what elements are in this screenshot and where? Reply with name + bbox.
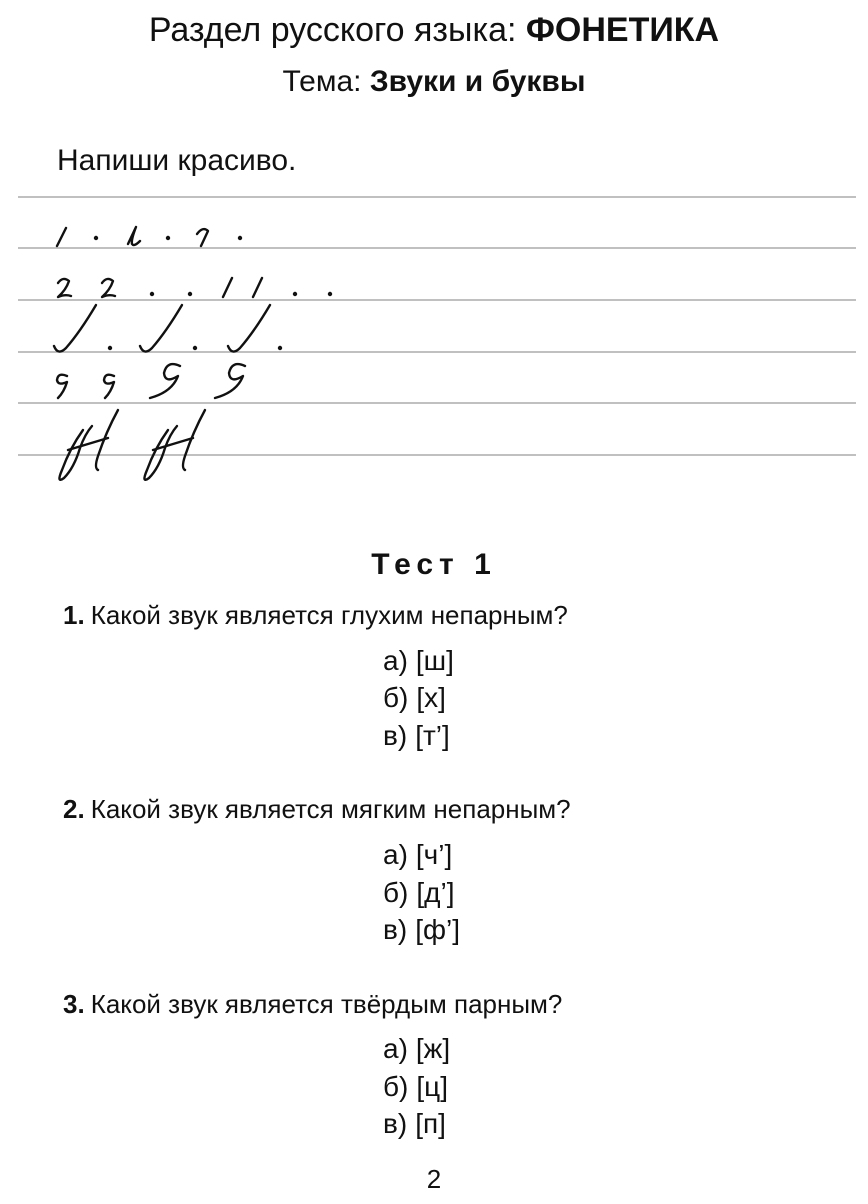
question-3-option-b	[383, 1069, 448, 1105]
question-number: 3.	[63, 989, 85, 1019]
option-value: [ц]	[416, 1071, 448, 1102]
question-2-option-b	[383, 875, 455, 911]
question-2-option-c	[383, 912, 460, 948]
stroke-row5	[59, 426, 92, 480]
option-letter: б)	[383, 682, 409, 713]
dot	[94, 236, 98, 240]
stroke-row2	[58, 279, 71, 297]
stroke-row1	[128, 227, 140, 245]
question-2-option-a	[383, 837, 452, 873]
copybook-instruction: Напиши красиво.	[57, 144, 297, 177]
option-letter: а)	[383, 1033, 408, 1064]
stroke-row4	[150, 364, 180, 398]
stroke-row3	[228, 305, 270, 352]
option-value: [х]	[416, 682, 446, 713]
option-letter: в)	[383, 1108, 408, 1139]
stroke-row5	[144, 426, 177, 480]
question-3-option-a	[383, 1031, 450, 1067]
option-letter: а)	[383, 645, 408, 676]
option-value: [ж]	[415, 1033, 451, 1064]
stroke-row2	[253, 278, 262, 297]
ruled-lines	[18, 197, 856, 455]
option-letter: б)	[383, 877, 409, 908]
question-text: Какой звук является мягким непарным?	[90, 794, 571, 824]
option-value: [п]	[415, 1108, 446, 1139]
dot	[193, 346, 197, 350]
stroke-row4	[57, 375, 67, 398]
question-text: Какой звук является глухим непарным?	[90, 600, 568, 630]
dot	[293, 292, 297, 296]
question-3-option-c	[383, 1106, 446, 1142]
option-value: [ч’]	[415, 839, 453, 870]
option-letter: б)	[383, 1071, 409, 1102]
question-1-option-a	[383, 643, 454, 679]
test-title: Тест 1	[371, 548, 497, 581]
page-title	[0, 8, 868, 52]
dot	[150, 292, 154, 296]
stroke-row3	[54, 305, 96, 352]
topic-prefix: Тема:	[282, 65, 362, 98]
question-number: 1.	[63, 600, 85, 630]
stroke-row1	[197, 229, 208, 246]
stroke-row1	[57, 228, 66, 246]
option-value: [ф’]	[415, 914, 461, 945]
dot	[166, 236, 170, 240]
question-3	[63, 987, 562, 1021]
question-2	[63, 792, 571, 826]
handwriting-strokes	[54, 227, 270, 480]
option-value: [д’]	[416, 877, 455, 908]
dot	[278, 346, 282, 350]
option-value: [т’]	[415, 720, 450, 751]
dot	[188, 292, 192, 296]
option-letter: в)	[383, 914, 408, 945]
stroke-row4	[215, 364, 245, 398]
stroke-row4	[104, 375, 114, 398]
dot	[328, 292, 332, 296]
question-number: 2.	[63, 794, 85, 824]
dot	[238, 236, 242, 240]
page-number: 2	[426, 1164, 442, 1194]
option-value: [ш]	[415, 645, 454, 676]
stroke-row2	[102, 279, 115, 297]
stroke-row3	[140, 305, 182, 352]
question-text: Какой звук является твёрдым парным?	[90, 989, 563, 1019]
stroke-row2	[223, 278, 232, 297]
option-letter: а)	[383, 839, 408, 870]
section-prefix: Раздел русского языка:	[148, 11, 517, 49]
option-letter: в)	[383, 720, 408, 751]
copybook-practice-area	[0, 180, 868, 500]
question-1-option-c	[383, 718, 450, 754]
handwriting-dots	[94, 236, 332, 350]
dot	[108, 346, 112, 350]
topic-name: Звуки и буквы	[369, 65, 586, 98]
section-name: ФОНЕТИКА	[525, 11, 720, 49]
page-subtitle	[0, 62, 868, 102]
question-1-option-b	[383, 680, 446, 716]
question-1	[63, 598, 568, 632]
